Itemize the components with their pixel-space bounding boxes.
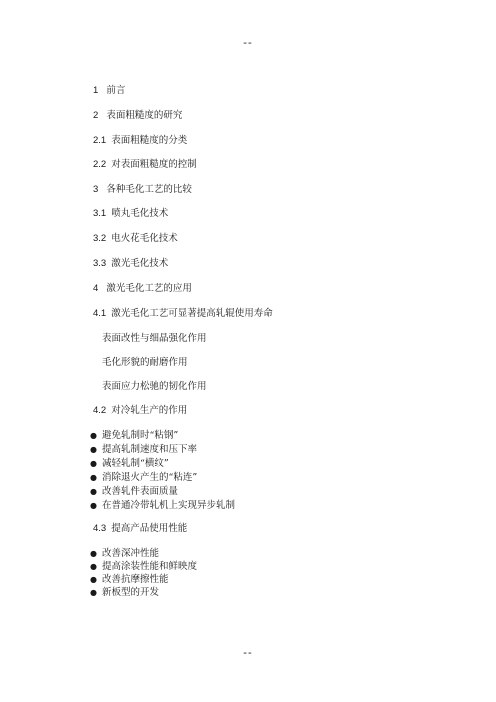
list-item bbox=[90, 430, 178, 442]
list-item-text: 改善抗摩擦性能 bbox=[102, 574, 169, 585]
list-item bbox=[90, 486, 178, 498]
toc-entry bbox=[93, 523, 187, 535]
toc-title: 各种毛化工艺的比较 bbox=[106, 184, 192, 195]
toc-entry bbox=[93, 135, 187, 147]
toc-number: 4.3 bbox=[93, 523, 107, 534]
toc-entry bbox=[93, 85, 125, 97]
toc-title: 激光毛化工艺的应用 bbox=[106, 283, 192, 294]
toc-title: 对表面粗糙度的控制 bbox=[111, 159, 197, 170]
list-item bbox=[90, 472, 197, 484]
list-item bbox=[90, 561, 197, 573]
toc-number: 3.1 bbox=[93, 208, 107, 219]
toc-entry bbox=[93, 184, 192, 196]
toc-title: 前言 bbox=[106, 85, 126, 96]
page-separator-top: -- bbox=[243, 36, 253, 49]
toc-title: 喷丸毛化技术 bbox=[111, 208, 169, 219]
toc-entry bbox=[93, 110, 182, 122]
list-item bbox=[90, 500, 235, 512]
toc-title: 电火花毛化技术 bbox=[111, 233, 178, 244]
toc-entry bbox=[93, 283, 192, 295]
page-separator-bottom: -- bbox=[243, 646, 253, 659]
list-item-text: 提高轧制速度和压下率 bbox=[102, 444, 198, 455]
toc-title: 表面改性与细晶强化作用 bbox=[102, 333, 207, 344]
list-item bbox=[90, 444, 197, 456]
toc-number: 4.1 bbox=[93, 308, 107, 319]
toc-title: 毛化形貌的耐磨作用 bbox=[102, 357, 188, 368]
bullet-icon: ● bbox=[90, 445, 97, 454]
list-item bbox=[90, 548, 159, 560]
toc-title: 激光毛化工艺可显著提高轧辊使用寿命 bbox=[111, 308, 273, 319]
bullet-icon: ● bbox=[90, 549, 97, 558]
bullet-icon: ● bbox=[90, 562, 97, 571]
toc-entry bbox=[93, 159, 197, 171]
bullet-icon: ● bbox=[90, 473, 97, 482]
toc-entry bbox=[102, 357, 188, 369]
toc-title: 对冷轧生产的作用 bbox=[111, 405, 188, 416]
list-item bbox=[90, 458, 169, 470]
toc-entry bbox=[102, 333, 207, 345]
toc-number: 2.2 bbox=[93, 159, 107, 170]
toc-entry bbox=[93, 208, 168, 220]
toc-number: 4 bbox=[93, 283, 99, 294]
toc-entry bbox=[93, 308, 273, 320]
toc-entry bbox=[93, 258, 168, 270]
list-item-text: 改善深冲性能 bbox=[102, 548, 160, 559]
list-item bbox=[90, 587, 159, 599]
toc-number: 3 bbox=[93, 184, 99, 195]
list-item-text: 避免轧制时“粘钢” bbox=[102, 430, 179, 441]
toc-title: 提高产品使用性能 bbox=[111, 523, 188, 534]
toc-number: 4.2 bbox=[93, 405, 107, 416]
list-item-text: 提高涂装性能和鲜映度 bbox=[102, 561, 198, 572]
list-item-text: 在普通冷带轧机上实现异步轧制 bbox=[102, 500, 236, 511]
bullet-icon: ● bbox=[90, 575, 97, 584]
list-item-text: 减轻轧制“横纹” bbox=[102, 458, 169, 469]
toc-title: 激光毛化技术 bbox=[111, 258, 169, 269]
toc-number: 2.1 bbox=[93, 135, 107, 146]
toc-number: 2 bbox=[93, 110, 99, 121]
list-item-text: 改善轧件表面质量 bbox=[102, 486, 179, 497]
toc-title: 表面粗糙度的分类 bbox=[111, 135, 188, 146]
list-item-text: 新板型的开发 bbox=[102, 587, 160, 598]
bullet-icon: ● bbox=[90, 588, 97, 597]
toc-entry bbox=[93, 233, 178, 245]
bullet-icon: ● bbox=[90, 431, 97, 440]
toc-title: 表面粗糙度的研究 bbox=[106, 110, 183, 121]
bullet-icon: ● bbox=[90, 487, 97, 496]
list-item bbox=[90, 574, 169, 586]
toc-number: 3.2 bbox=[93, 233, 107, 244]
list-item-text: 消除退火产生的“粘连” bbox=[102, 472, 198, 483]
toc-entry bbox=[102, 381, 207, 393]
toc-number: 1 bbox=[93, 85, 99, 96]
toc-number: 3.3 bbox=[93, 258, 107, 269]
toc-title: 表面应力松驰的韧化作用 bbox=[102, 381, 207, 392]
bullet-icon: ● bbox=[90, 459, 97, 468]
bullet-icon: ● bbox=[90, 501, 97, 510]
toc-entry bbox=[93, 405, 187, 417]
